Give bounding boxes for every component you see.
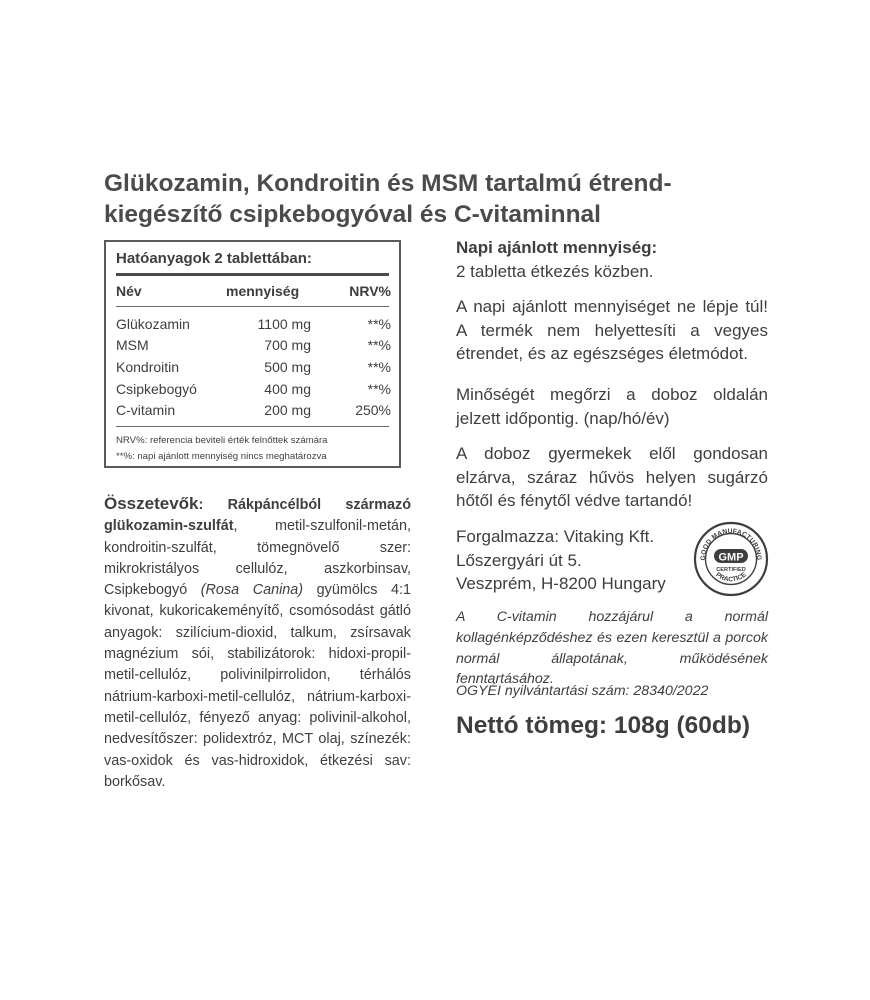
ingredient-nrv: 250% xyxy=(355,402,391,418)
ingredients-text-2: gyümölcs 4:1 kivonat, kukoricakeményítő, csomósodást gátló anyagok: szilícium-dioxid, talkum, zsírsavak magnézium sói, stabilizátorok: hidoxi-propil-metil-cellulóz, polivinilpirrolidon, térhálós nátrium-karboxi-metil-cellulóz, nátrium-karboxi-metil-cellulóz, fényező anyag: polivinil-alkohol, nedvesítőszer: polidextróz, MCT olaj, színezék: vas-oxidok és vas-hidroxidok, étkezési sav: borkősav. xyxy=(104,582,411,790)
ingredients-text-1: , metil-szulfonil-metán, kondroitin-szulfát, tömegnövelő szer: mikrokristályos cellulóz, aszkorbinsav, Csipkebogyó xyxy=(104,518,411,599)
gmp-certified-text: CERTIFIED xyxy=(716,567,746,573)
footnote-undetermined: **%: napi ajánlott mennyiség nincs meghatározva xyxy=(116,451,327,462)
ingredient-name: Csipkebogyó xyxy=(116,381,197,397)
active-ingredients-table xyxy=(104,240,401,468)
gmp-certified-logo xyxy=(693,521,769,597)
title-line-2: kiegészítő csipkebogyóval és C-vitaminnal xyxy=(104,201,601,228)
table-row xyxy=(106,359,399,380)
gmp-top-text: GOOD MANUFACTURING xyxy=(699,527,763,561)
ingredient-name: C-vitamin xyxy=(116,402,176,418)
product-title xyxy=(104,168,784,230)
ingredients-main: Rákpáncélból származó glükozamin-szulfát xyxy=(104,497,412,535)
vitamin-c-claim: A C-vitamin hozzájárul a normál kollagénképződéshez és ezen keresztül a porcok normál állapotának, működésének fenntartásához. xyxy=(456,609,768,688)
ingredient-nrv: **% xyxy=(367,316,391,332)
gmp-center-text: GMP xyxy=(718,551,744,564)
table-row xyxy=(106,402,399,423)
distributor-line-2: Lőszergyári út 5. xyxy=(456,550,582,570)
ingredient-nrv: **% xyxy=(367,337,391,353)
ingredient-name: MSM xyxy=(116,337,149,353)
column-header-amount: mennyiség xyxy=(226,283,300,299)
ingredient-nrv: **% xyxy=(367,359,391,375)
ingredient-amount: 200 mg xyxy=(264,402,311,418)
ingredient-name: Glükozamin xyxy=(116,316,190,332)
table-row xyxy=(106,381,399,402)
ingredients-label: Összetevők xyxy=(104,494,199,513)
ingredient-name: Kondroitin xyxy=(116,359,180,375)
ingredient-amount: 500 mg xyxy=(264,359,311,375)
distributor-line-1: Forgalmazza: Vitaking Kft. xyxy=(456,527,655,546)
gmp-bottom-text: PRACTICE xyxy=(714,571,748,584)
dosage-block xyxy=(456,236,768,283)
table-divider-footer xyxy=(116,426,389,427)
warning-text: A napi ajánlott mennyiséget ne lépje túl! A termék nem helyettesíti a vegyes étrendet, és az egészséges életmódot. xyxy=(456,297,768,363)
ingredient-amount: 700 mg xyxy=(264,337,311,353)
storage-text: A doboz gyermekek elől gondosan elzárva, száraz hűvös helyen sugárzó hőtől és fénytől védve tartandó! xyxy=(456,444,768,510)
column-header-nrv: NRV% xyxy=(349,283,391,299)
registration-number: OGYÉI nyilvántartási szám: 28340/2022 xyxy=(456,683,709,699)
ingredients-colon: : xyxy=(198,497,228,513)
table-row xyxy=(106,316,399,337)
best-before-text: Minőségét megőrzi a doboz oldalán jelzett időpontig. (nap/hó/év) xyxy=(456,385,768,428)
table-heading: Hatóanyagok 2 tablettában: xyxy=(116,250,312,267)
dosage-text: 2 tabletta étkezés közben. xyxy=(456,261,654,281)
table-row xyxy=(106,337,399,358)
ingredients-paragraph xyxy=(104,493,411,793)
title-line-1: Glükozamin, Kondroitin és MSM tartalmú étrend- xyxy=(104,170,672,197)
footnote-nrv: NRV%: referencia beviteli érték felnőttek számára xyxy=(116,435,328,446)
net-weight: Nettó tömeg: 108g (60db) xyxy=(456,712,751,739)
ingredient-nrv: **% xyxy=(367,381,391,397)
distributor-block xyxy=(456,525,696,596)
table-divider-header xyxy=(116,306,389,307)
table-divider-thick xyxy=(116,273,389,276)
column-header-name: Név xyxy=(116,283,142,299)
distributor-line-3: Veszprém, H-8200 Hungary xyxy=(456,574,666,593)
ingredient-amount: 400 mg xyxy=(264,381,311,397)
dosage-heading: Napi ajánlott mennyiség: xyxy=(456,238,658,257)
ingredients-latin-name: (Rosa Canina) xyxy=(200,582,304,599)
ingredient-amount: 1100 mg xyxy=(257,316,311,332)
